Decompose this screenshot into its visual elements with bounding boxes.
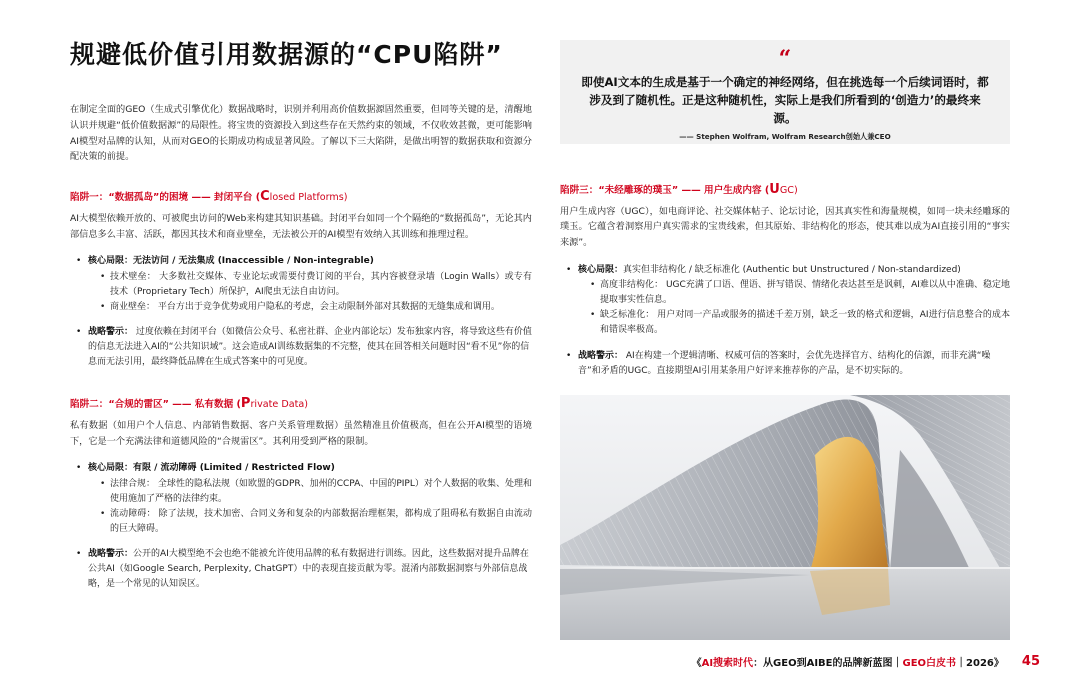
trap1-warning <box>76 325 532 370</box>
trap2-warning <box>76 547 532 592</box>
trap2-warning-body: 公开的AI大模型绝不会也绝不能被允许使用品牌的私有数据进行训练。因此，这些数据对提升品牌在公共AI（如Google Search, Perplexity, ChatGPT）中的表现直接贡献为零。混淆内部数据洞察与外部信息战略，是一个常见的认知误区。 <box>88 548 529 590</box>
trap1-warning-body: 过度依赖在封闭平台（如微信公众号、私密社群、企业内部论坛）发布独家内容，将导致这些有价值的信息无法进入AI的“公共知识域”。这会造成AI训练数据集的不完整，使其在回答相关问题时因“看不见”你的信息而无法引用，最终降低品牌在生成式答案中的可见度。 <box>88 326 532 368</box>
footer-festival: GEO白皮书 <box>902 658 957 669</box>
page-footer <box>692 654 1040 669</box>
trap1-heading-cap: C <box>260 189 270 205</box>
trap3-sub-item-unstructured: • 高度非结构化： UGC充满了口语、俚语、拼写错误、情绪化表达甚至是讽刺，AI难以从中准确、稳定地提取事实性信息。 <box>590 278 1010 308</box>
quote-source: —— Stephen Wolfram, Wolfram Research创始人兼CEO <box>679 131 891 141</box>
trap2-sub-item-flow: • 流动障碍： 除了法规，技术加密、合同义务和复杂的内部数据治理框架，都构成了阻碍私有数据自由流动的巨大障碍。 <box>100 507 532 537</box>
intro-paragraph: 在制定全面的GEO（生成式引擎优化）数据战略时，识别并利用高价值数据源固然重要，但同等关键的是，清醒地认识并规避“低价值数据源”的局限性。将宝贵的资源投入到这些存在天然约束的领域，不仅收效甚微，更可能影响AI模型对品牌的认知，从而对GEO的长期成功构成显著风险。了解以下三大陷阱，是做出明智的数据获取和资源分配决策的前提。 <box>70 104 532 163</box>
trap1-core-limit-label: 核心局限：无法访问 / 无法集成 (Inaccessible / Non-integrable) <box>88 256 374 267</box>
trap3-sub-list <box>578 278 1010 338</box>
trap2-heading <box>70 394 532 414</box>
footer-book-subtitle: ：从GEO到AIBE的品牌新蓝图 <box>753 658 893 669</box>
trap3-bullets <box>560 263 1010 379</box>
trap3-heading-cap: U <box>769 182 780 197</box>
trap1-heading-cn: 陷阱一：“数据孤岛”的困境 —— 封闭平台 ( <box>70 192 261 204</box>
trap1-paragraph: AI大模型依赖开放的、可被爬虫访问的Web来构建其知识基础。封闭平台如同一个个隔绝的“数据孤岛”，无论其内部信息多么丰富、活跃，都因其技术和商业壁垒，无法被公开的AI模型有效纳入其训练和推理过程。 <box>70 212 532 240</box>
footer-year: ｜2026》 <box>956 658 1004 669</box>
right-column <box>560 40 1010 379</box>
trap1-heading <box>70 187 532 207</box>
trap3-heading-cn: 陷阱三：“未经雕琢的璞玉” —— 用户生成内容 ( <box>560 185 770 196</box>
trap3-heading-en: GC) <box>779 185 798 196</box>
trap2-warning-label: 战略警示： <box>88 548 134 559</box>
trap2-core-limit-label: 核心局限：有限 / 流动障碍 (Limited / Restricted Flow) <box>88 463 335 474</box>
quote-mark-icon: “ <box>778 46 792 72</box>
footer-separator: ｜ <box>892 658 903 669</box>
trap3-core-limit <box>566 263 1010 339</box>
trap3-warning-body: AI在构建一个逻辑清晰、权威可信的答案时，会优先选择官方、结构化的信源，而非充满“噪音”和矛盾的UGC。直接期望AI引用某条用户好评来推荐你的产品，是不切实际的。 <box>578 350 991 376</box>
trap2-paragraph: 私有数据（如用户个人信息、内部销售数据、客户关系管理数据）虽然精准且价值极高，但在公开AI模型的语境下，它是一个充满法律和道德风险的“合规雷区”。其利用受到严格的限制。 <box>70 419 532 447</box>
trap2-bullets <box>70 461 532 592</box>
trap3-sub-item-standard: • 缺乏标准化： 用户对同一产品或服务的描述千差万别，缺乏一致的格式和逻辑，AI进行信息整合的成本和错误率极高。 <box>590 308 1010 338</box>
trap3-warning <box>566 349 1010 379</box>
trap2-heading-en: rivate Data) <box>250 399 308 411</box>
page-number: 45 <box>1021 654 1040 669</box>
footer-book-title: AI搜索时代 <box>701 658 754 669</box>
trap1-warning-label: 战略警示： <box>88 326 134 337</box>
left-column <box>70 40 532 592</box>
footer-book-prefix: 《 <box>691 658 702 669</box>
quote-text: 即使AI文本的生成是基于一个确定的神经网络，但在挑选每一个后续词语时，都涉及到了随机性。正是这种随机性，实际上是我们所看到的‘创造力’的最终来源。 <box>581 74 989 125</box>
trap2-heading-cap: P <box>240 396 251 412</box>
trap2-heading-cn: 陷阱二：“合规的雷区” —— 私有数据 ( <box>70 399 241 411</box>
trap2-core-limit <box>76 461 532 537</box>
quote-box <box>560 40 1010 144</box>
trap2-sub-list <box>88 477 532 537</box>
trap3-paragraph: 用户生成内容（UGC），如电商评论、社交媒体帖子、论坛讨论，因其真实性和海量规模，如同一块未经雕琢的璞玉。它蕴含着洞察用户真实需求的宝贵线索，但其原始、非结构化的形态，使其难以成为AI直接引用的“事实来源”。 <box>560 205 1010 249</box>
trap3-warning-label: 战略警示： <box>578 350 624 361</box>
trap1-core-limit <box>76 254 532 314</box>
architecture-illustration <box>560 395 1010 640</box>
trap3-core-limit-text: 真实但非结构化 / 缺乏标准化 (Authentic but Unstructured / Non-standardized) <box>623 264 961 275</box>
trap3-core-limit-label: 核心局限： <box>578 264 624 275</box>
page-title: 规避低价值引用数据源的“CPU陷阱” <box>70 40 503 69</box>
trap3-heading <box>560 180 1010 200</box>
trap1-heading-en: losed Platforms) <box>269 192 348 204</box>
trap1-sub-list <box>88 270 532 315</box>
trap1-sub-item-business: • 商业壁垒： 平台方出于竞争优势或用户隐私的考虑，会主动限制外部对其数据的无缝集成和调用。 <box>100 300 532 315</box>
trap1-sub-item-tech: • 技术壁垒： 大多数社交媒体、专业论坛或需要付费订阅的平台，其内容被登录墙（Login Walls）或专有技术（Proprietary Tech）所保护，AI爬虫无法自由访问。 <box>100 270 532 300</box>
trap3-section <box>560 180 1010 379</box>
trap1-bullets <box>70 254 532 370</box>
trap2-sub-item-legal: • 法律合规： 全球性的隐私法规（如欧盟的GDPR、加州的CCPA、中国的PIPL）对个人数据的收集、处理和使用施加了严格的法律约束。 <box>100 477 532 507</box>
architecture-photo <box>560 395 1010 640</box>
